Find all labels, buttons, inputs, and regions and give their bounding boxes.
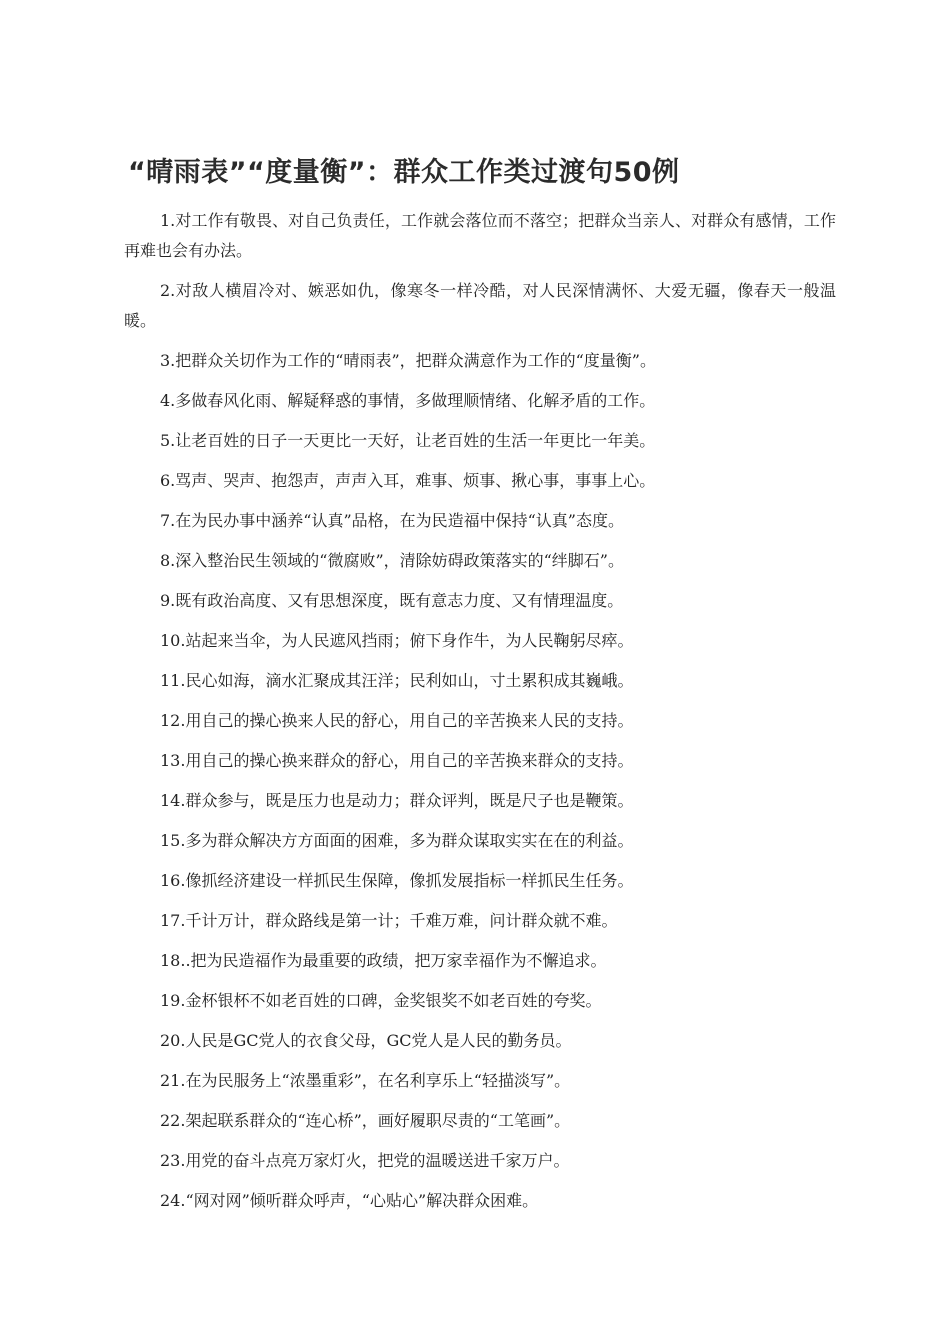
list-item: 14.群众参与，既是压力也是动力；群众评判，既是尺子也是鞭策。 bbox=[160, 791, 634, 810]
list-item: 23.用党的奋斗点亮万家灯火，把党的温暖送进千家万户。 bbox=[160, 1151, 570, 1170]
list-item: 3.把群众关切作为工作的“晴雨表”，把群众满意作为工作的“度量衡”。 bbox=[160, 351, 656, 370]
list-item: 21.在为民服务上“浓墨重彩”，在名利享乐上“轻描淡写”。 bbox=[160, 1071, 571, 1090]
list-item: 11.民心如海，滴水汇聚成其汪洋；民利如山，寸土累积成其巍峨。 bbox=[160, 671, 634, 690]
list-item: 9.既有政治高度、又有思想深度，既有意志力度、又有情理温度。 bbox=[160, 591, 624, 610]
list-item: 22.架起联系群众的“连心桥”，画好履职尽责的“工笔画”。 bbox=[160, 1111, 571, 1130]
list-item: 1.对工作有敬畏、对自己负责任，工作就会落位而不落空；把群众当亲人、对群众有感情，工作再难也会有办法。 bbox=[124, 211, 836, 260]
list-item: 18..把为民造福作为最重要的政绩，把万家幸福作为不懈追求。 bbox=[160, 951, 607, 970]
list-item: 16.像抓经济建设一样抓民生保障，像抓发展指标一样抓民生任务。 bbox=[160, 871, 634, 890]
list-item: 10.站起来当伞，为人民遮风挡雨；俯下身作牛，为人民鞠躬尽瘁。 bbox=[160, 631, 634, 650]
list-item: 5.让老百姓的日子一天更比一天好，让老百姓的生活一年更比一年美。 bbox=[160, 431, 656, 450]
list-item: 15.多为群众解决方方面面的困难，多为群众谋取实实在在的利益。 bbox=[160, 831, 634, 850]
list-item: 12.用自己的操心换来人民的舒心，用自己的辛苦换来人民的支持。 bbox=[160, 711, 634, 730]
list-item: 2.对敌人横眉冷对、嫉恶如仇，像寒冬一样冷酷，对人民深情满怀、大爱无疆，像春天一般温暖。 bbox=[124, 281, 836, 330]
document-title: “晴雨表”“度量衡”：群众工作类过渡句50例 bbox=[128, 157, 680, 188]
list-item: 6.骂声、哭声、抱怨声，声声入耳，难事、烦事、揪心事，事事上心。 bbox=[160, 471, 656, 490]
list-item: 24.“网对网”倾听群众呼声，“心贴心”解决群众困难。 bbox=[160, 1191, 539, 1210]
list-item: 20.人民是GC党人的衣食父母，GC党人是人民的勤务员。 bbox=[160, 1031, 572, 1050]
list-item: 4.多做春风化雨、解疑释惑的事情，多做理顺情绪、化解矛盾的工作。 bbox=[160, 391, 656, 410]
list-item: 19.金杯银杯不如老百姓的口碑，金奖银奖不如老百姓的夸奖。 bbox=[160, 991, 602, 1010]
list-item: 17.千计万计，群众路线是第一计；千难万难，问计群众就不难。 bbox=[160, 911, 618, 930]
list-item: 7.在为民办事中涵养“认真”品格，在为民造福中保持“认真”态度。 bbox=[160, 511, 624, 530]
list-item: 13.用自己的操心换来群众的舒心，用自己的辛苦换来群众的支持。 bbox=[160, 751, 634, 770]
list-item: 8.深入整治民生领域的“微腐败”，清除妨碍政策落实的“绊脚石”。 bbox=[160, 551, 624, 570]
document-body bbox=[124, 206, 836, 1226]
